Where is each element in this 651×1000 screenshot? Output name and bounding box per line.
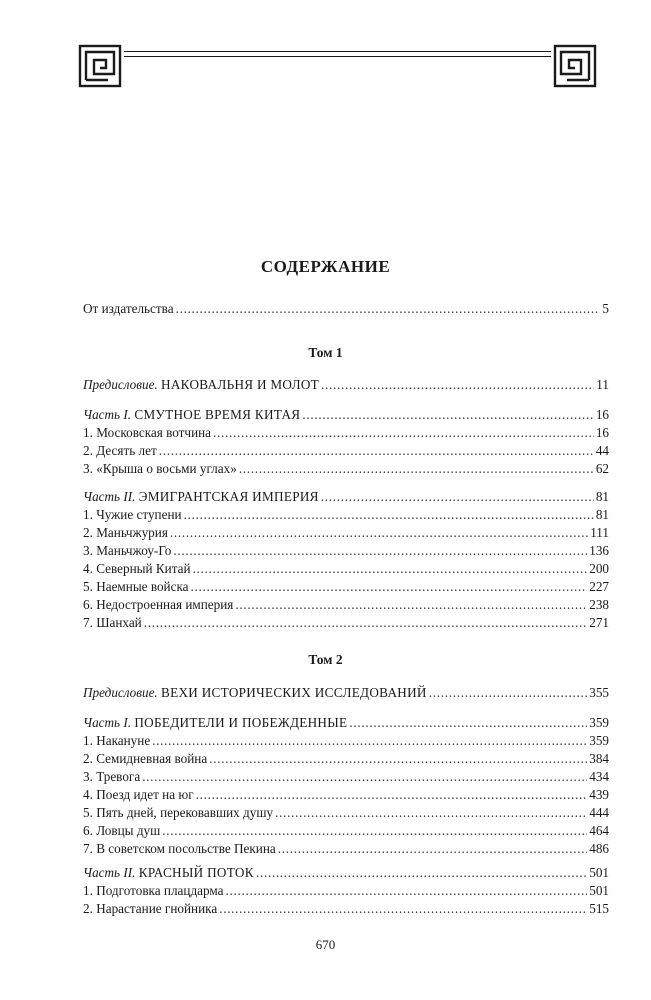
toc-entry[interactable] (83, 864, 609, 882)
toc-vol2-preface (83, 684, 609, 702)
toc-chapter-title: 5. Пять дней, перековавших душу (83, 805, 274, 820)
toc-chapter-title: 3. Тревога (83, 769, 141, 784)
toc-chapter-page: 44 (595, 443, 609, 458)
toc-leader-dots (321, 488, 594, 506)
toc-chapter-title: 7. В советском посольстве Пекина (83, 841, 276, 856)
toc-chapter-title: 1. Накануне (83, 733, 151, 748)
toc-chapter-page: 200 (589, 561, 609, 576)
toc-leader-dots (184, 506, 594, 524)
toc-chapter[interactable] (83, 768, 609, 786)
toc-vol2-part2 (83, 864, 609, 918)
toc-chapter-page: 464 (589, 823, 609, 838)
toc-chapter[interactable] (83, 786, 609, 804)
toc-leader-dots (162, 822, 587, 840)
toc-chapter[interactable] (83, 596, 609, 614)
toc-chapter[interactable] (83, 542, 609, 560)
toc-entry-page: 81 (595, 489, 609, 504)
toc-publisher (83, 300, 609, 318)
toc-chapter-page: 444 (589, 805, 609, 820)
toc-chapter-title: 4. Северный Китай (83, 561, 191, 576)
toc-entry-heading: КРАСНЫЙ ПОТОК (138, 865, 254, 880)
toc-chapter[interactable] (83, 506, 609, 524)
toc-chapter[interactable] (83, 524, 609, 542)
toc-entry-heading: ПОБЕДИТЕЛИ И ПОБЕЖДЕННЫЕ (134, 715, 348, 730)
toc-leader-dots (176, 300, 601, 318)
toc-entry-label: Часть II. (83, 489, 136, 504)
toc-entry-heading: НАКОВАЛЬНЯ И МОЛОТ (161, 377, 320, 392)
toc-leader-dots (321, 376, 594, 394)
toc-leader-dots (349, 714, 587, 732)
header-rule-bottom (124, 56, 551, 57)
toc-vol1-preface (83, 376, 609, 394)
toc-chapter[interactable] (83, 442, 609, 460)
toc-chapter[interactable] (83, 560, 609, 578)
toc-chapter-title: 1. Чужие ступени (83, 507, 182, 522)
toc-entry-label: Предисловие. (83, 685, 158, 700)
toc-leader-dots (278, 840, 587, 858)
toc-entry-heading: ВЕХИ ИСТОРИЧЕСКИХ ИССЛЕДОВАНИЙ (161, 685, 427, 700)
toc-entry-label: Предисловие. (83, 377, 158, 392)
toc-entry-title (83, 406, 300, 424)
toc-chapter-title: 1. Подготовка плацдарма (83, 883, 224, 898)
toc-entry-title (83, 376, 319, 394)
toc-chapter-page: 384 (589, 751, 609, 766)
toc-chapter-page: 136 (589, 543, 609, 558)
toc-entry-title (83, 864, 254, 882)
toc-entry-label: Часть I. (83, 715, 132, 730)
toc-entry[interactable] (83, 300, 609, 318)
toc-leader-dots (213, 424, 594, 442)
toc-leader-dots (170, 524, 588, 542)
toc-vol1-part1 (83, 406, 609, 478)
toc-chapter[interactable] (83, 840, 609, 858)
toc-chapter[interactable] (83, 804, 609, 822)
toc-entry[interactable] (83, 684, 609, 702)
header-rule-top (124, 51, 551, 52)
toc-leader-dots (173, 542, 587, 560)
toc-chapter-title: 6. Ловцы душ (83, 823, 161, 838)
toc-chapter[interactable] (83, 732, 609, 750)
toc-leader-dots (302, 406, 593, 424)
toc-entry-heading: СМУТНОЕ ВРЕМЯ КИТАЯ (134, 407, 301, 422)
toc-entry-title (83, 488, 319, 506)
toc-entry-title (83, 684, 427, 702)
toc-leader-dots (142, 768, 587, 786)
toc-chapter-page: 434 (589, 769, 609, 784)
toc-chapter[interactable] (83, 614, 609, 632)
toc-chapter-title: 1. Московская вотчина (83, 425, 212, 440)
toc-entry[interactable] (83, 488, 609, 506)
toc-entry-label: Часть I. (83, 407, 132, 422)
toc-chapter-title: 3. Маньчжоу-Го (83, 543, 172, 558)
toc-chapter-title: 6. Недостроенная империя (83, 597, 234, 612)
toc-vol1-part2 (83, 488, 609, 632)
toc-chapter-page: 238 (589, 597, 609, 612)
toc-leader-dots (256, 864, 587, 882)
toc-chapter-title: 2. Маньчжурия (83, 525, 168, 540)
toc-chapter-page: 486 (589, 841, 609, 856)
toc-chapter-title: 3. «Крыша о восьми углах» (83, 461, 237, 476)
toc-vol2-part1 (83, 714, 609, 858)
toc-chapter[interactable] (83, 578, 609, 596)
toc-chapter-page: 16 (595, 425, 609, 440)
toc-chapter[interactable] (83, 460, 609, 478)
toc-chapter-title: 5. Наемные войска (83, 579, 189, 594)
toc-chapter-page: 62 (595, 461, 609, 476)
toc-entry-page: 501 (589, 865, 609, 880)
volume-2-heading: Том 2 (308, 652, 343, 667)
toc-chapter-page: 501 (589, 883, 609, 898)
toc-chapter[interactable] (83, 900, 609, 918)
toc-leader-dots (144, 614, 587, 632)
toc-chapter-title: 2. Десять лет (83, 443, 157, 458)
page-title: СОДЕРЖАНИЕ (260, 257, 391, 276)
toc-chapter-title: 2. Семидневная война (83, 751, 208, 766)
toc-entry[interactable] (83, 714, 609, 732)
toc-chapter[interactable] (83, 822, 609, 840)
meander-ornament-left-icon (78, 44, 122, 88)
toc-chapter-page: 111 (590, 525, 609, 540)
toc-chapter-page: 271 (589, 615, 609, 630)
toc-leader-dots (209, 750, 587, 768)
toc-entry-label: Часть II. (83, 865, 136, 880)
toc-entry-page: 5 (602, 301, 609, 316)
volume-1-heading: Том 1 (308, 345, 343, 360)
toc-entry-heading: ЭМИГРАНТСКАЯ ИМПЕРИЯ (138, 489, 319, 504)
toc-chapter-title: 7. Шанхай (83, 615, 142, 630)
toc-entry-title (83, 714, 347, 732)
toc-chapter-page: 227 (589, 579, 609, 594)
toc-leader-dots (152, 732, 587, 750)
toc-chapter[interactable] (83, 882, 609, 900)
toc-leader-dots (196, 786, 588, 804)
toc-leader-dots (191, 578, 588, 596)
toc-leader-dots (226, 882, 588, 900)
toc-chapter-page: 359 (589, 733, 609, 748)
toc-chapter-title: 4. Поезд идет на юг (83, 787, 194, 802)
toc-entry-title: От издательства (83, 301, 174, 316)
toc-leader-dots (429, 684, 587, 702)
toc-leader-dots (235, 596, 587, 614)
toc-entry[interactable] (83, 406, 609, 424)
toc-entry-page: 11 (596, 377, 609, 392)
toc-chapter-page: 81 (595, 507, 609, 522)
toc-chapter-title: 2. Нарастание гнойника (83, 901, 218, 916)
toc-entry[interactable] (83, 376, 609, 394)
toc-leader-dots (193, 560, 588, 578)
toc-entry-page: 16 (595, 407, 609, 422)
toc-chapter-page: 515 (589, 901, 609, 916)
toc-chapter-page: 439 (589, 787, 609, 802)
toc-leader-dots (275, 804, 587, 822)
toc-chapter[interactable] (83, 750, 609, 768)
toc-leader-dots (239, 460, 594, 478)
toc-chapter[interactable] (83, 424, 609, 442)
toc-leader-dots (159, 442, 594, 460)
page-number: 670 (315, 937, 336, 952)
meander-ornament-right-icon (553, 44, 597, 88)
toc-entry-page: 359 (589, 715, 609, 730)
toc-leader-dots (219, 900, 587, 918)
toc-entry-page: 355 (589, 685, 609, 700)
